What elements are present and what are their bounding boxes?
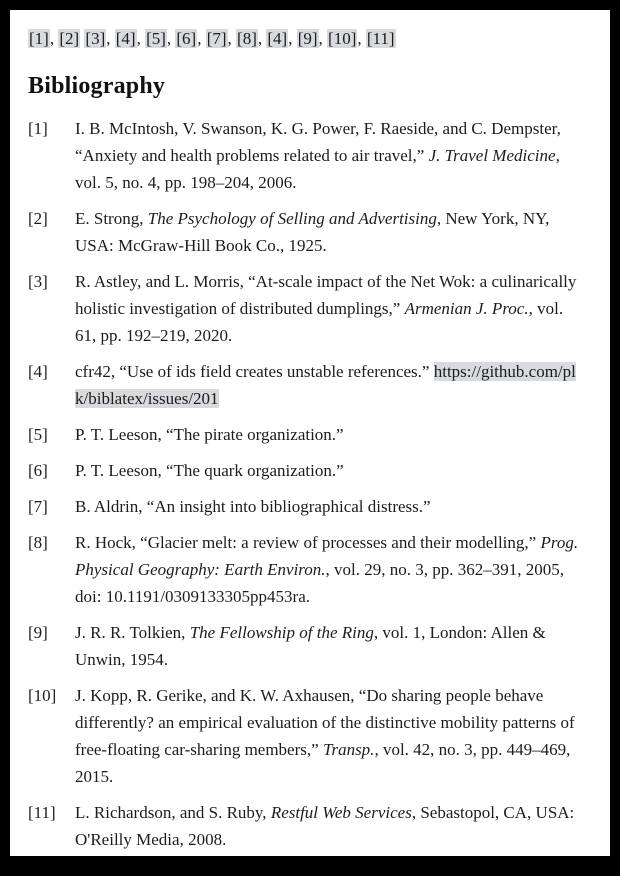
bibliography-heading: Bibliography — [28, 73, 166, 99]
bib-entry-label: [5] — [28, 425, 48, 444]
bib-entry — [28, 115, 588, 196]
bib-entry-text — [75, 493, 588, 520]
bib-entry-text — [75, 358, 588, 412]
bib-entry-label: [11] — [28, 803, 56, 822]
bib-entry — [28, 799, 588, 853]
inline-citations-line: [1], [2] [3], [4], [5], [6], [7], [8], [4], [9], [10], [11] — [29, 29, 395, 48]
bib-entry-segment: The Psychology of Selling and Advertising — [147, 209, 437, 228]
bib-entry — [28, 457, 588, 484]
bib-entry — [28, 421, 588, 448]
bib-entry — [28, 619, 588, 673]
citation-link[interactable]: [4] — [267, 29, 288, 48]
citation-link[interactable]: [10] — [328, 29, 357, 48]
bib-entry-label: [2] — [28, 209, 48, 228]
citation-link[interactable]: [3] — [85, 29, 106, 48]
bib-entry-segment: , vol. 61, pp. 192–219, 2020. — [75, 299, 564, 345]
bib-entry-segment: P. T. Leeson, “The pirate organization.” — [75, 425, 344, 444]
bib-entry-segment: Prog. Physical Geography: Earth Environ. — [75, 533, 579, 579]
bib-entry-label: [3] — [28, 272, 48, 291]
bib-entry-segment: J. Travel Medicine — [428, 146, 556, 165]
bib-entry-segment: R. Astley, and L. Morris, “At-scale impact of the Net Wok: a culinarically holistic investigation of distributed dumplings,” — [75, 272, 577, 318]
bibliography-list — [28, 115, 588, 853]
bib-entry-label: [6] — [28, 461, 48, 480]
citation-link[interactable]: [11] — [366, 29, 395, 48]
bib-entry-segment: E. Strong, — [75, 209, 148, 228]
bib-entry-segment: , vol. 29, no. 3, pp. 362–391, 2005, doi: 10.1191/0309133305pp453ra. — [75, 560, 565, 606]
bib-entry-segment: B. Aldrin, “An insight into bibliographical distress.” — [75, 497, 431, 516]
bib-entry-label: [1] — [28, 119, 48, 138]
document-page — [10, 10, 610, 856]
bib-entry — [28, 205, 588, 259]
bib-entry-segment: , vol. 1, London: Allen & Unwin, 1954. — [75, 623, 546, 669]
bib-entry-segment: J. Kopp, R. Gerike, and K. W. Axhausen, “Do sharing people behave differently? an empirical evaluation of the distinctive mobility patterns of free-floating car-sharing members,” — [75, 686, 575, 759]
bib-entry-segment: Restful Web Services — [270, 803, 412, 822]
bib-entry-segment: R. Hock, “Glacier melt: a review of processes and their modelling,” — [75, 533, 541, 552]
bib-entry-label: [8] — [28, 533, 48, 552]
bib-entry-text — [75, 457, 588, 484]
url-link[interactable]: https://github.com/plk/biblatex/issues/201 — [75, 362, 576, 408]
citation-link[interactable]: [8] — [237, 29, 257, 48]
bib-entry-label: [9] — [28, 623, 48, 642]
citation-link[interactable]: [6] — [176, 29, 197, 48]
bib-entry-text — [75, 619, 588, 673]
citation-link[interactable]: [2] — [59, 29, 80, 48]
bib-entry-segment: , Sebastopol, CA, USA: O'Reilly Media, 2008. — [75, 803, 575, 849]
citation-link[interactable]: [9] — [297, 29, 318, 48]
bib-entry-text — [75, 421, 588, 448]
bib-entry — [28, 529, 588, 610]
citation-link[interactable]: [4] — [115, 29, 136, 48]
bib-entry-segment: I. B. McIntosh, V. Swanson, K. G. Power, F. Raeside, and C. Dempster, “Anxiety and health problems related to air travel,” — [75, 119, 561, 165]
citation-link[interactable]: [1] — [29, 29, 49, 48]
bib-entry-text — [75, 799, 588, 853]
bib-entry — [28, 682, 588, 790]
bib-entry-segment: J. R. R. Tolkien, — [75, 623, 190, 642]
bib-entry-text — [75, 682, 588, 790]
bib-entry-text — [75, 529, 588, 610]
bib-entry-segment: P. T. Leeson, “The quark organization.” — [75, 461, 344, 480]
bib-entry-segment: , New York, NY, USA: McGraw-Hill Book Co., 1925. — [75, 209, 550, 255]
bib-entry-segment: L. Richardson, and S. Ruby, — [75, 803, 271, 822]
bib-entry — [28, 358, 588, 412]
bib-entry-text — [75, 115, 588, 196]
bib-entry-segment: The Fellowship of the Ring — [189, 623, 374, 642]
bib-entry-label: [7] — [28, 497, 48, 516]
bib-entry-segment: , vol. 5, no. 4, pp. 198–204, 2006. — [75, 146, 560, 192]
bib-entry-segment: Transp. — [322, 740, 375, 759]
bib-entry — [28, 493, 588, 520]
bib-entry-segment: Armenian J. Proc. — [404, 299, 529, 318]
bib-entry-segment: cfr42, “Use of ids field creates unstable references.” — [75, 362, 434, 381]
bib-entry — [28, 268, 588, 349]
bib-entry-label: [10] — [28, 686, 57, 705]
bib-entry-label: [4] — [28, 362, 48, 381]
bib-entry-text — [75, 205, 588, 259]
citation-link[interactable]: [7] — [206, 29, 227, 48]
bib-entry-text — [75, 268, 588, 349]
citation-link[interactable]: [5] — [146, 29, 166, 48]
bib-entry-segment: , vol. 42, no. 3, pp. 449–469, 2015. — [75, 740, 571, 786]
